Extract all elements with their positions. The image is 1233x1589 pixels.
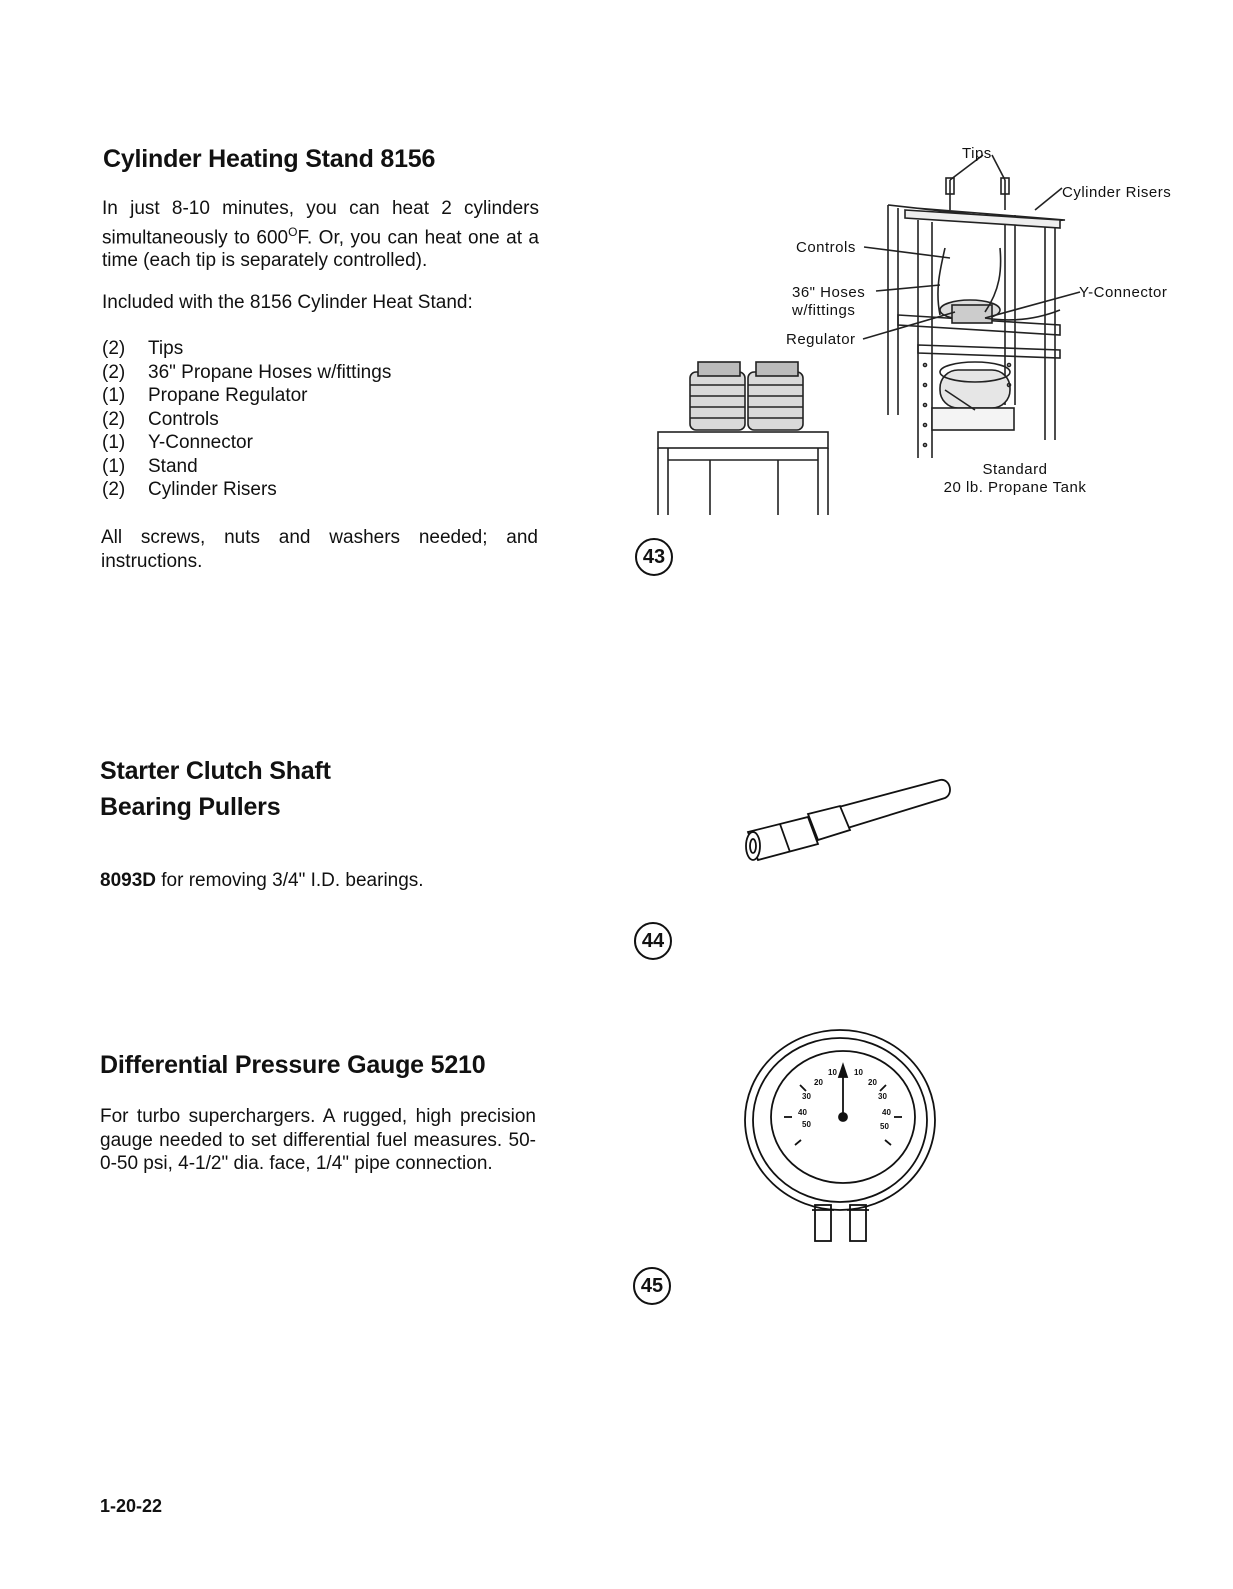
list-item: (2) 36" Propane Hoses w/fittings bbox=[102, 362, 392, 383]
section-title-heating-stand: Cylinder Heating Stand 8156 bbox=[103, 145, 436, 173]
included-heading: Included with the 8156 Cylinder Heat Stand: bbox=[102, 292, 473, 313]
list-item: (1) Propane Regulator bbox=[102, 385, 308, 406]
intro-text-2: F. Or, you can heat one at a time (each tip is separately controlled). bbox=[102, 226, 539, 272]
list-item: (1) Y-Connector bbox=[102, 432, 253, 453]
callout-y-connector: Y-Connector bbox=[1079, 284, 1168, 301]
figure-number-43: 43 bbox=[635, 538, 673, 576]
section-title-pressure-gauge: Differential Pressure Gauge 5210 bbox=[100, 1051, 486, 1079]
page-number: 1-20-22 bbox=[100, 1496, 163, 1516]
part-number: 8093D bbox=[100, 870, 156, 891]
pressure-gauge-desc: For turbo superchargers. A rugged, high precision gauge needed to set differential fuel measures. 50-0-50 psi, 4-1/2" dia. face, 1/4" pipe connection. bbox=[100, 1106, 536, 1174]
section-title-bearing-pullers: Starter Clutch Shaft Bearing Pullers bbox=[100, 757, 331, 821]
list-item: (1) Stand bbox=[102, 456, 198, 477]
figure-number-45: 45 bbox=[633, 1267, 671, 1305]
bearing-puller-illustration bbox=[740, 772, 960, 872]
list-item: (2) Tips bbox=[102, 338, 184, 359]
callout-controls: Controls bbox=[796, 239, 856, 256]
callout-cylinder-risers: Cylinder Risers bbox=[1062, 184, 1172, 201]
gauge-dial-labels: 10 10 20 20 30 30 40 40 50 50 bbox=[798, 1068, 891, 1131]
callout-regulator: Regulator bbox=[786, 331, 856, 348]
list-item: (2) Cylinder Risers bbox=[102, 479, 277, 500]
callout-propane-tank: Standard 20 lb. Propane Tank bbox=[943, 461, 1087, 496]
intro-text-1: In just 8-10 minutes, you can heat 2 cylinders simultaneously to 600 bbox=[102, 198, 539, 248]
figure-number-44: 44 bbox=[634, 922, 672, 960]
bearing-pullers-desc: 8093D for removing 3/4" I.D. bearings. bbox=[100, 870, 424, 891]
degree-mark: O bbox=[288, 224, 298, 239]
callout-tips: Tips bbox=[962, 145, 992, 162]
heating-stand-intro bbox=[102, 197, 539, 273]
hardware-note: All screws, nuts and washers needed; and instructions. bbox=[101, 527, 538, 572]
list-item: (2) Controls bbox=[102, 409, 219, 430]
callout-hoses: 36" Hoses w/fittings bbox=[792, 284, 866, 319]
